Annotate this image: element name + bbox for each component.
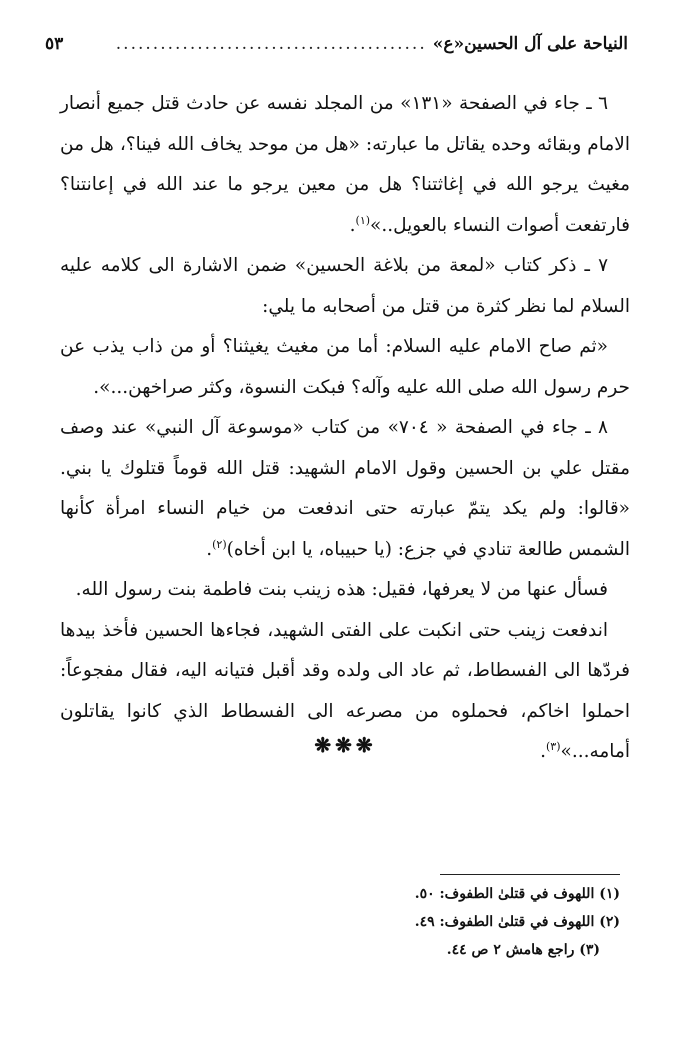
footnote-ref: (١) bbox=[355, 213, 371, 227]
footnote-item: (٢) اللهوف في قتلىٰ الطفوف: ٤٩. bbox=[414, 914, 620, 930]
header-leader-dots: .......................................... bbox=[115, 34, 427, 54]
paragraph-tail: . bbox=[206, 538, 213, 560]
paragraph-text: اندفعت زينب حتى انكبت على الفتى الشهيد، فجاءها الحسين فأخذ بيدها فردّها الى الفسطاط، ثم عاد الى ولده وقد أقبل فتيانه اليه، فقال مفجوعاً: احملوا اخاكم، فحملوه من مصرعه الى الفسطاط الذي كانوا يقاتلون أمامه...» bbox=[60, 619, 630, 762]
paragraph-tail: . bbox=[349, 214, 356, 236]
paragraph-7 bbox=[60, 246, 630, 327]
page-number: ٥٣ bbox=[45, 34, 64, 54]
footnote-item: (١) اللهوف في قتلىٰ الطفوف: ٥٠. bbox=[414, 886, 620, 902]
body-text bbox=[60, 84, 630, 773]
paragraph-6 bbox=[60, 84, 630, 246]
section-separator: ❋❋❋ bbox=[314, 733, 377, 757]
paragraph-text: فسأل عنها من لا يعرفها، فقيل: هذه زينب بنت فاطمة بنت رسول الله. bbox=[75, 579, 608, 600]
quote-paragraph bbox=[60, 327, 630, 408]
footnote-item: (٣) راجع هامش ٢ ص ٤٤. bbox=[446, 942, 600, 958]
running-header bbox=[45, 34, 628, 54]
footnotes bbox=[300, 880, 620, 964]
paragraph-text: ٨ ـ جاء في الصفحة « ٧٠٤» من كتاب «موسوعة آل النبي» عند وصف مقتل علي بن الحسين وقول الامام الشهيد: قتل الله قوماً قتلوك يا بني. «قالوا: ولم يكد يتمّ عبارته حتى اندفعت من خيام النساء امرأة كأنها الشمس طالعة تنادي في جزع: (يا حبيباه، يا ابن أخاه) bbox=[60, 417, 630, 560]
paragraph-text: «ثم صاح الامام عليه السلام: أما من مغيث يغيثنا؟ أو من ذاب يذب عن حرم رسول الله صلى الله عليه وآله؟ فبكت النسوة، وكثر صراخهن...». bbox=[60, 336, 630, 398]
paragraph-text: ٦ ـ جاء في الصفحة «١٣١» من المجلد نفسه عن حادث قتل جميع أنصار الامام وبقائه وحده يقاتل ما عبارته: «هل من موحد يخاف الله فينا؟، هل من مغيث يرجو الله في إغاثتنا؟ هل من معين يرجو ما عند الله في إعانتنا؟ فارتفعت أصوات النساء بالعويل..» bbox=[60, 93, 630, 236]
footnote-ref: (٣) bbox=[546, 739, 561, 753]
paragraph-continued bbox=[60, 570, 630, 611]
footnote-divider bbox=[440, 874, 620, 875]
paragraph-text: ٧ ـ ذكر كتاب «لمعة من بلاغة الحسين» ضمن الاشارة الى كلامه عليه السلام لما نظر كثرة من قتل من أصحابه ما يلي: bbox=[60, 255, 630, 317]
paragraph-8 bbox=[60, 408, 630, 570]
header-title: النياحة على آل الحسين«ع» bbox=[432, 34, 628, 54]
footnote-ref: (٢) bbox=[212, 537, 227, 551]
paragraph-tail: . bbox=[540, 741, 546, 762]
